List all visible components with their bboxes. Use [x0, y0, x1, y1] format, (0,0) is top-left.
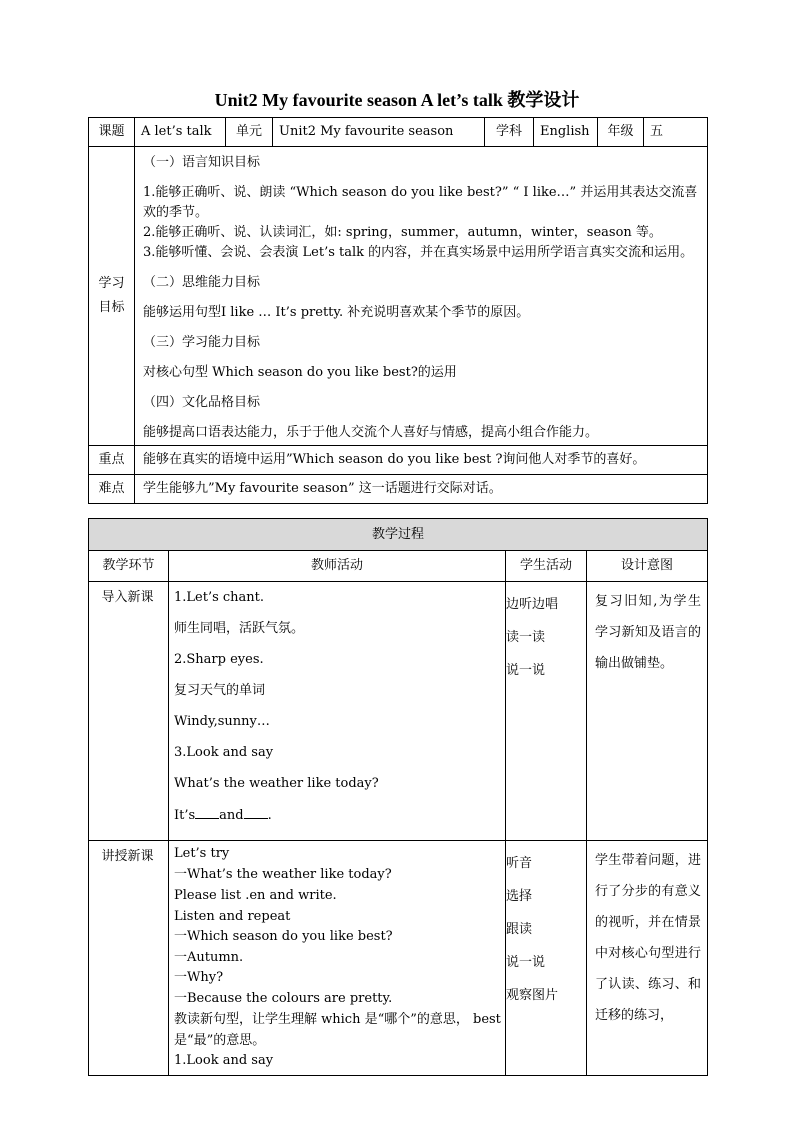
activity-line: Listen and repeat — [174, 909, 291, 924]
student-activity-intro — [506, 582, 587, 841]
fill-text: . — [267, 808, 272, 823]
activity-line: 师生同唱，活跃气氛。 — [174, 621, 305, 636]
topic-value: A let’s talk — [135, 118, 226, 147]
student-line: 跟读 — [506, 922, 533, 937]
activity-line: 复习天气的单词 — [174, 683, 266, 698]
activity-line: 一Autumn. — [174, 950, 244, 965]
objectives-label-line2: 目标 — [98, 300, 125, 315]
unit-value: Unit2 My favourite season — [273, 118, 485, 147]
stage-intro: 导入新课 — [89, 582, 169, 841]
student-line: 说一说 — [506, 955, 546, 970]
difficulty-label: 难点 — [89, 475, 135, 504]
activity-line: What’s the weather like today? — [174, 776, 379, 791]
col-student: 学生活动 — [506, 551, 587, 582]
activity-line: 教读新句型，让学生理解 which 是“哪个”的意思， best 是“最”的意思。 — [174, 1012, 501, 1048]
objective-item: 能够提高口语表达能力，乐于于他人交流个人喜好与情感，提高小组合作能力。 — [143, 425, 599, 440]
difficulty-text: 学生能够九”My favourite season” 这一话题进行交际对话。 — [135, 475, 708, 504]
fill-text: and — [219, 808, 244, 823]
fill-in-sentence — [174, 805, 501, 836]
activity-line: 一Why? — [174, 970, 224, 985]
objective-section-learning: （三）学习能力目标 — [143, 335, 261, 350]
info-table — [88, 117, 708, 504]
student-line: 边听边唱 — [506, 597, 559, 612]
topic-label: 课题 — [89, 118, 135, 147]
activity-line: Please list .en and write. — [174, 888, 337, 903]
student-line: 听音 — [506, 856, 533, 871]
activity-line: 一Because the colours are pretty. — [174, 991, 393, 1006]
objective-item: 对核心句型 Which season do you like best?的运用 — [143, 365, 457, 380]
objective-section-culture: （四）文化品格目标 — [143, 395, 261, 410]
objectives-label — [89, 147, 135, 446]
objective-section-thinking: （二）思维能力目标 — [143, 275, 261, 290]
teacher-activity-new — [169, 841, 506, 1076]
objective-item: 2.能够正确听、说、认读词汇，如: spring，summer，autumn，winter，season 等。 — [143, 225, 662, 240]
grade-value: 五 — [644, 118, 708, 147]
unit-label: 单元 — [226, 118, 273, 147]
student-line: 说一说 — [506, 663, 546, 678]
objectives-content — [135, 147, 708, 446]
activity-line: 一What’s the weather like today? — [174, 867, 392, 882]
intent-new-lesson: 学生带着问题，进行了分步的有意义的视听，并在情景中对核心句型进行了认读、练习、和迁移的练习， — [587, 841, 708, 1076]
student-activity-new — [506, 841, 587, 1076]
activity-line: 3.Look and say — [174, 745, 274, 760]
process-table — [88, 518, 708, 1076]
intent-intro: 复习旧知,为学生学习新知及语言的输出做铺垫。 — [587, 582, 708, 841]
col-intent: 设计意图 — [587, 551, 708, 582]
activity-line: 1.Look and say — [174, 1053, 274, 1068]
document-title: Unit2 My favourite season A let’s talk 教学设计 — [214, 90, 580, 110]
subject-label: 学科 — [485, 118, 534, 147]
activity-line: 2.Sharp eyes. — [174, 652, 264, 667]
subject-value: English — [534, 118, 598, 147]
fill-text: It’s — [174, 808, 196, 823]
teacher-activity-intro — [169, 582, 506, 841]
student-line: 观察图片 — [506, 988, 559, 1003]
objectives-label-line1: 学习 — [98, 276, 125, 291]
blank-line — [244, 805, 268, 819]
activity-line: 一Which season do you like best? — [174, 929, 393, 944]
col-teacher: 教师活动 — [169, 551, 506, 582]
objective-section-language: （一）语言知识目标 — [143, 155, 261, 170]
activity-line: Windy,sunny… — [174, 714, 270, 729]
activity-line: 1.Let’s chant. — [174, 590, 265, 605]
activity-line: Let’s try — [174, 846, 230, 861]
blank-line — [195, 805, 219, 819]
student-line: 选择 — [506, 889, 533, 904]
stage-new-lesson: 讲授新课 — [89, 841, 169, 1076]
objective-item: 3.能够听懂、会说、会表演 Let’s talk 的内容，并在真实场景中运用所学语言真实交流和运用。 — [143, 245, 694, 260]
col-stage: 教学环节 — [89, 551, 169, 582]
keypoint-text: 能够在真实的语境中运用”Which season do you like best ?询问他人对季节的喜好。 — [135, 446, 708, 475]
process-band-title: 教学过程 — [89, 519, 708, 551]
objective-item: 1.能够正确听、说、朗读 “Which season do you like best?” “ I like…” 并运用其表达交流喜欢的季节。 — [143, 185, 698, 220]
student-line: 读一读 — [506, 630, 546, 645]
grade-label: 年级 — [598, 118, 644, 147]
objective-item: 能够运用句型I like … It’s pretty. 补充说明喜欢某个季节的原因。 — [143, 305, 530, 320]
keypoint-label: 重点 — [89, 446, 135, 475]
